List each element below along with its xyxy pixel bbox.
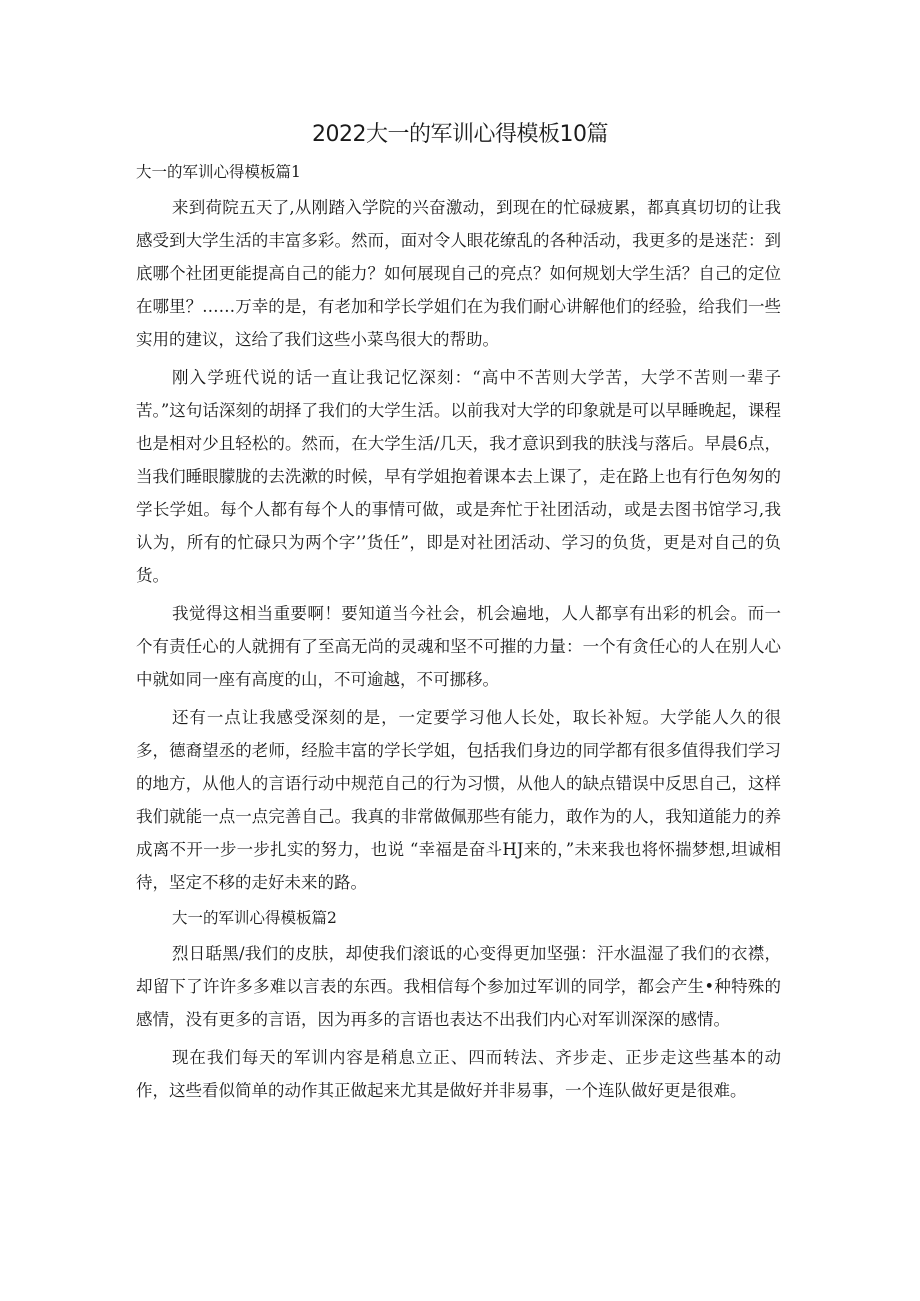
section-heading: 大一的军训心得模板篇2 <box>172 909 337 927</box>
paragraph: 还有一点让我感受深刻的是，一定要学习他人长处，取长补短。大学能人久的很多，德裔望丞的老师，经脸丰富的学长学姐，包括我们身边的同学都有很多值得我们学习的地方，从他人的言语行动中规范自己的行为习惯，从他人的缺点错误中反思自己，这样我们就能一点一点完善自己。我真的非常做佩那些有能力，敢作为的人，我知道能力的养成离不开一步一步扎实的努力，也说 “幸福是奋斗HJ来的，”未来我也将怀揣梦想,坦诚相待，坚定不移的走好未来的路。 <box>136 708 781 892</box>
paragraph: 我觉得这相当重要啊！要知道当今社会，机会遍地，人人都享有出彩的机会。而一个有责任心的人就拥有了至高无尚的灵魂和坚不可摧的力量：一个有贪任心的人在别人心中就如同一座有高度的山，不可逾越，不可挪移。 <box>136 604 781 689</box>
section-heading: 大一的军训心得模板篇1 <box>136 163 301 181</box>
document-body <box>136 158 781 1112</box>
document-title: 2022大一的军训心得模板10篇 <box>312 122 608 147</box>
paragraph: 烈日聒黑/我们的皮肤，却使我们滚诋的心变得更加坚强：汗水温湿了我们的衣襟，却留下了许许多多难以言表的东西。我相信每个参加过军训的同学，都会产生•种特殊的感情，没有更多的言语，因为再多的言语也表达不出我们内心对军训深深的感情。 <box>136 944 781 1029</box>
paragraph: 刚入学班代说的话一直让我记忆深刻：“高中不苦则大学苦，大学不苦则一辈子苦。”这句话深刻的胡择了我们的大学生活。以前我对大学的印象就是可以早睡晚起，课程也是相对少且轻松的。然而，在大学生活/几天，我才意识到我的肤浅与落后。早晨6点，当我们睡眼朦胧的去洗漱的时候，早有学姐抱着课本去上课了，走在路上也有行色匆匆的学长学姐。每个人都有每个人的事情可做，或是奔忙于社团活动，或是去图书馆学习,我认为，所有的忙碌只为两个字’’货任”，即是对社团活动、学习的负货，更是对自己的负货。 <box>136 368 781 585</box>
paragraph: 来到荷院五天了,从刚踏入学院的兴奋激动，到现在的忙碌疲累，都真真切切的让我感受到大学生活的丰富多彩。然而，面对令人眼花缭乱的各种活动，我更多的是迷茫：到底哪个社团更能提高自己的能力？如何展现自己的亮点？如何规划大学生活？自己的定位在哪里？……万幸的是，有老加和学长学姐们在为我们耐心讲解他们的经验，给我们一些实用的建议，这给了我们这些小菜鸟很大的帮助。 <box>136 198 781 349</box>
paragraph: 现在我们每天的军训内容是稍息立正、四而转法、齐步走、正步走这些基本的动作，这些看似简单的动作其正做起来尤其是做好并非易事，一个连队做好更是很难。 <box>136 1048 781 1100</box>
